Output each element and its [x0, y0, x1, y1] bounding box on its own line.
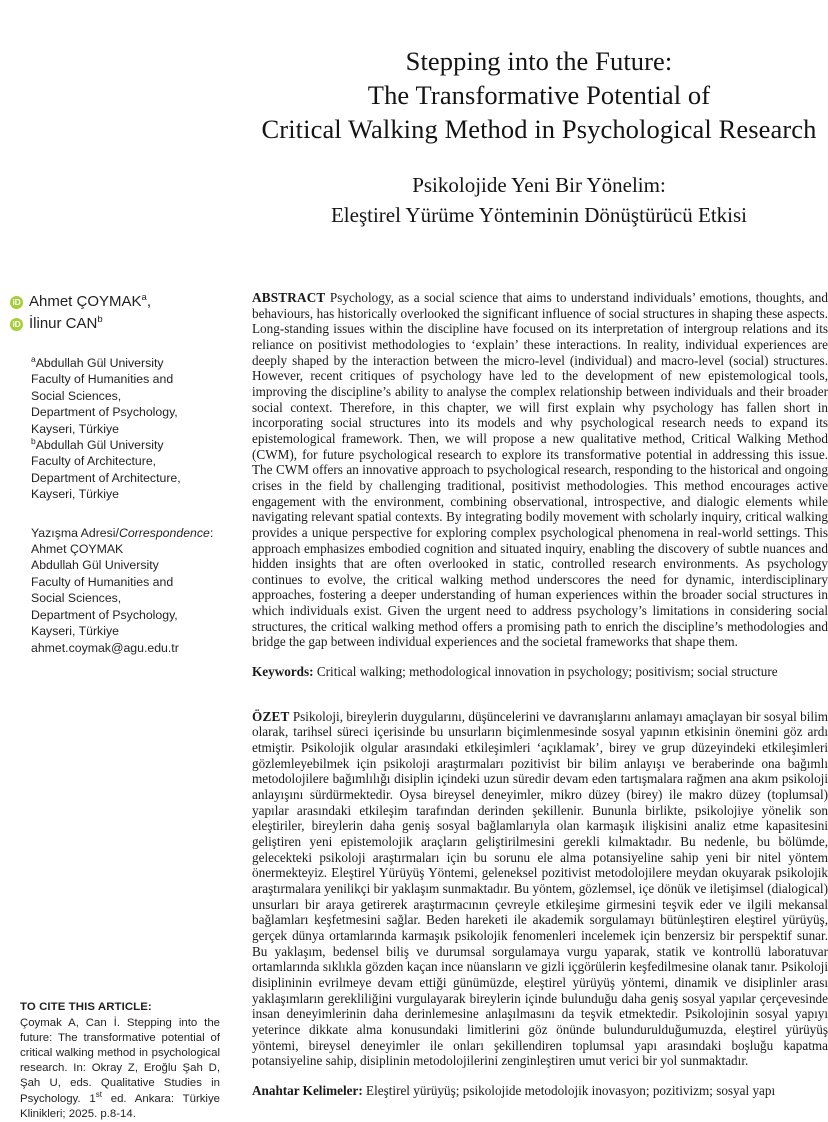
- abstract-label: ABSTRACT: [252, 290, 326, 305]
- affiliation-line: [31, 486, 220, 502]
- affiliation-text: Department of Architecture,: [31, 470, 181, 485]
- affiliation-line: [31, 404, 220, 420]
- affiliation-line: [31, 437, 220, 453]
- affiliations-block: [10, 355, 220, 503]
- ozet-label: ÖZET: [252, 708, 290, 724]
- affiliation-text: Faculty of Humanities and: [31, 372, 174, 387]
- correspondence-block: [10, 525, 220, 656]
- author-affiliation-marker: a: [141, 292, 147, 303]
- ozet-body-text: Psikoloji, bireylerin duygularını, düşüncelerini ve davranışlarını anlamayı amaçlayan bir sosyal bilim olarak, tarihsel süreci içerisinde bu unsurların biçimlenmesinde sosyal yapının etkisinin önemini göz ardı etmiştir. Psikolojik olgular arasındaki etkileşimleri ‘açıklamak’, birey ve grup düzeyindeki etkileşimleri gözlemleyebilmek için psikoloji araştırmaları pozitivist bir bilim anlayışı ve beraberinde ona bağımlı metodolojilere bağımlılığı disiplin içindeki uzun süredir devam eden tartışmalara rağmen ana akım psikoloji anlayışını sürdürmektedir. Oysa bireysel deneyimler, mikro düzey (birey) ile makro düzey (toplumsal) yapılar arasındaki etkileşim tarafından derinden şekillenir. Bununla birlikte, psikolojiye yönelik son eleştiriler, bireylerin daha geniş sosyal bağlamlarıyla olan karmaşık ilişkisini analiz etme kapasitesini geliştiren yeni epistemolojik araçların geliştirilmesini gerekli kılmaktadır. Bu nedenle, bu bölümde, gelecekteki psikoloji araştırmaları için bu sorunu ele alma potansiyeline sahip yeni bir nitel yöntem önermekteyiz. Eleştirel Yürüyüş Yöntemi, geleneksel pozitivist metodolojilere meydan okuyarak psikolojik araştırmalara yenilikçi bir yaklaşım sunmaktadır. Bu yöntem, gözlemsel, içe dönük ve iletişimsel (dialogical) unsurları bir araya getirerek araştırmacının çevreyle etkileşime girmesini teşvik eder ve ilgili mekansal bağlamları keşfetmesini sağlar. Beden hareketi ile akademik sorgulamayı bütünleştiren eleştirel yürüyüş, gerçek dünya ortamlarında karmaşık psikolojik fenomenleri incelemek için benzersiz bir perspektif sunar. Bu yaklaşım, bedensel biliş ve durumsal sorgulamaya vurgu yaparak, statik ve kontrollü laboratuvar ortamlarında sıklıkla gözden kaçan ince nüansların ve gizli içgörülerin keşfedilmesine olanak tanır. Psikoloji disiplininin evrilmeye devam ettiği günümüzde, eleştirel yürüyüş yöntemi, dinamik ve disiplinler arası yaklaşımların gerekliliğini vurgulayarak bireylerin içinde bulunduğu daha geniş sosyal yapılar çerçevesinde insan deneyimlerinin daha derinlemesine anlaşılmasını da teşvik etmektedir. Psikolojinin sosyal yapıyı yeterince dikkate alma konusundaki limitlerini göz önünde bulundurulduğumuzda, eleştirel yürüyüş yöntemi, bireysel deneyimler ile onları şekillendiren toplumsal yapı arasındaki boşluğu kapatma potansiyeline sahip, disiplinin metodolojilerini zenginleştiren umut verici bir yol sunmaktadır.: [252, 708, 828, 1069]
- anahtar-kelimeler-value: Eleştirel yürüyüş; psikolojide metodolojik inovasyon; pozitivizm; sosyal yapı: [366, 1082, 776, 1098]
- orcid-id-icon[interactable]: [10, 296, 23, 309]
- abstract-paragraph: [252, 290, 828, 650]
- title-block: [250, 44, 828, 230]
- author-name: [29, 314, 103, 333]
- affiliation-line: [31, 355, 220, 371]
- author-name-text: İlinur CAN: [29, 315, 98, 332]
- correspondence-line: Department of Psychology,: [31, 607, 178, 622]
- affiliation-line: [31, 388, 220, 404]
- paper-title-turkish: [250, 170, 828, 230]
- affiliation-text: Kayseri, Türkiye: [31, 487, 119, 502]
- affiliation-text: Kayseri, Türkiye: [31, 421, 119, 436]
- ozet-paragraph: [252, 709, 828, 1069]
- affiliation-text: Social Sciences,: [31, 388, 122, 403]
- author-affiliation-marker: b: [97, 314, 103, 325]
- citation-heading: TO CITE THIS ARTICLE:: [20, 1001, 152, 1013]
- affiliation-text: Abdullah Gül University: [35, 438, 164, 453]
- author-name-trailing: ,: [146, 293, 151, 310]
- correspondence-email[interactable]: ahmet.coymak@agu.edu.tr: [31, 640, 179, 655]
- abstract-body-text: Psychology, as a social science that aims to understand individuals’ emotions, thoughts, and behaviours, has historically overlooked the significant influence of social structures in shaping these aspects. Long-standing issues within the discipline have focused on its interpretation of intergroup relations and its reliance on positivist methodologies to ‘explain’ these interactions. In reality, individual experiences are deeply shaped by the interaction between the micro-level (individual) and macro-level (social) structures. However, recent critiques of psychology have led to the development of new epistemological tools, improving the discipline’s ability to analyse the complex relationship between individuals and their broader social context. Therefore, in this chapter, we will first explain why psychology has fallen short in incorporating social structures into its models and why psychological research needs to expand its epistemological framework. Then, we will propose a new qualitative method, Critical Walking Method (CWM), for future psychological research to explore its transformative potential in addressing this issue. The CWM offers an innovative approach to psychological research, responding to the historical and ongoing crises in the field by challenging traditional, positivist methodologies. This method encourages active engagement with the environment, combining observational, introspective, and dialogic elements while navigating relevant spatial contexts. By integrating bodily movement with scholarly inquiry, critical walking provides a unique perspective for exploring complex psychological phenomena in real-world settings. This approach emphasizes embodied cognition and situated inquiry, enabling the discovery of subtle nuances and hidden insights that are often overlooked in static, controlled research environments. As psychology continues to evolve, the critical walking method underscores the need for dynamic, interdisciplinary approaches, fostering a deeper understanding of human experiences within the broader social structures in which individuals exist. Given the urgent need to address psychology’s limitations in considering social structures, the critical walking method offers a promising path to enrich the discipline’s methodologies and bridge the gap between individual experiences and the societal frameworks that shape them.: [252, 290, 828, 650]
- anahtar-kelimeler-label: Anahtar Kelimeler:: [252, 1082, 363, 1098]
- correspondence-label-colon: :: [209, 525, 214, 540]
- affiliation-line: [31, 421, 220, 437]
- author-name-text: Ahmet ÇOYMAK: [29, 293, 142, 310]
- keywords-english: [252, 664, 828, 680]
- citation-text: [20, 1016, 220, 1122]
- affiliation-text: Abdullah Gül University: [35, 356, 164, 370]
- affiliation-marker: b: [31, 435, 36, 446]
- title-line-3: Critical Walking Method in Psychological Research: [261, 114, 817, 144]
- correspondence-line: Abdullah Gül University: [31, 558, 159, 573]
- correspondence-line: Social Sciences,: [31, 591, 122, 606]
- subtitle-line-2: Eleştirel Yürüme Yönteminin Dönüştürücü Etkisi: [330, 203, 748, 227]
- affiliation-marker: a: [31, 353, 36, 364]
- author-name: [29, 292, 151, 311]
- correspondence-line: Kayseri, Türkiye: [31, 624, 119, 639]
- abstract-column: [252, 290, 828, 1099]
- title-line-2: The Transformative Potential of: [367, 80, 711, 110]
- author-entry: [10, 292, 220, 311]
- author-sidebar: [10, 292, 220, 656]
- citation-edition-superscript: st: [95, 1089, 102, 1099]
- paper-title-english: [250, 44, 828, 146]
- correspondence-label-italic: Correspondence: [118, 525, 210, 540]
- correspondence-label: [31, 525, 220, 541]
- keywords-value: Critical walking; methodological innovation in psychology; positivism; social structure: [316, 664, 778, 680]
- affiliation-text: Faculty of Architecture,: [31, 454, 157, 469]
- citation-text-after: ed. Ankara: Türkiye Klinikleri; 2025. p.8-14.: [20, 1092, 220, 1120]
- ozet-section: [252, 709, 828, 1099]
- title-line-1: Stepping into the Future:: [405, 46, 673, 76]
- subtitle-line-1: Psikolojide Yeni Bir Yönelim:: [412, 173, 666, 197]
- author-entry: [10, 314, 220, 333]
- correspondence-line: Ahmet ÇOYMAK: [31, 542, 124, 557]
- affiliation-line: [31, 371, 220, 387]
- citation-text-before: Çoymak A, Can İ. Stepping into the future: The transformative potential of critical walking method in psychological research. In: Okray Z, Eroğlu Şah D, Şah U, eds. Qualitative Studies in Psychology. 1: [20, 1017, 220, 1105]
- keywords-turkish: [252, 1083, 828, 1099]
- correspondence-label-plain: Yazışma Adresi/: [31, 525, 119, 540]
- author-list: [10, 292, 220, 333]
- citation-block: [20, 1000, 220, 1122]
- correspondence-line: Faculty of Humanities and: [31, 574, 174, 589]
- keywords-label: Keywords:: [252, 664, 314, 680]
- orcid-id-icon[interactable]: [10, 318, 23, 331]
- affiliation-text: Department of Psychology,: [31, 405, 178, 420]
- affiliation-line: [31, 470, 220, 486]
- affiliation-line: [31, 453, 220, 469]
